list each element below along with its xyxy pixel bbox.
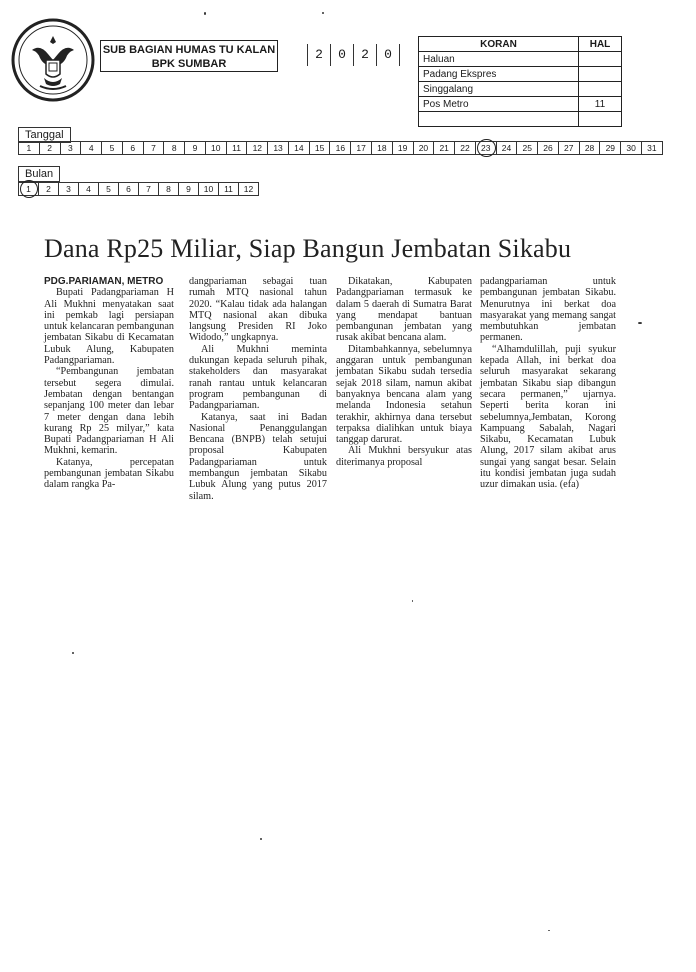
tanggal-number-row (18, 141, 663, 155)
newspaper-name: Singgalang (419, 82, 579, 97)
tanggal-number: 7 (144, 142, 165, 154)
table-row (419, 97, 622, 112)
bulan-number: 4 (79, 183, 99, 195)
tanggal-number: 4 (81, 142, 102, 154)
article-column-2 (189, 276, 327, 502)
scan-speck (548, 930, 550, 931)
scan-speck (204, 12, 206, 15)
tanggal-number: 8 (164, 142, 185, 154)
tanggal-number: 1 (19, 142, 40, 154)
article-paragraph: Katanya, percepatan pembangunan jembatan Sikabu dalam rangka Pa- (44, 456, 174, 491)
tanggal-number: 22 (455, 142, 476, 154)
year-digit: 0 (330, 44, 353, 66)
tanggal-number: 24 (497, 142, 518, 154)
page-number (579, 52, 622, 67)
tanggal-number: 3 (61, 142, 82, 154)
tanggal-number: 30 (621, 142, 642, 154)
bulan-number: 12 (239, 183, 259, 195)
tanggal-number: 12 (247, 142, 268, 154)
bulan-number: 8 (159, 183, 179, 195)
unit-header-box (100, 40, 278, 72)
tanggal-number: 15 (310, 142, 331, 154)
year-digit: 0 (376, 44, 400, 66)
selected-circle-mark (20, 180, 38, 198)
newspaper-table (418, 36, 622, 127)
table-row (419, 112, 622, 127)
bulan-number-row (18, 182, 259, 196)
table-row (419, 67, 622, 82)
article-paragraph: padangpariaman untuk pembangunan jembatan Sikabu. Menurutnya ini berkat doa masyarakat yang memang sangat membutuhkan jembatan permanen. (480, 276, 616, 344)
tanggal-number: 9 (185, 142, 206, 154)
tanggal-number: 25 (517, 142, 538, 154)
newspaper-name: Haluan (419, 52, 579, 67)
year-digit: 2 (353, 44, 376, 66)
tanggal-number: 18 (372, 142, 393, 154)
tanggal-number: 10 (206, 142, 227, 154)
tanggal-number: 21 (434, 142, 455, 154)
article-headline: Dana Rp25 Miliar, Siap Bangun Jembatan Sikabu (44, 234, 572, 263)
bulan-number: 5 (99, 183, 119, 195)
article-paragraph: Ali Mukhni meminta dukungan kepada seluruh pihak, stakeholders dan masyarakat ranah rantau untuk kelancaran program pembangunan di Padangpariaman. (189, 343, 327, 412)
bulan-number: 3 (59, 183, 79, 195)
article-paragraph: Ali Mukhni bersyukur atas diterimanya proposal (336, 445, 472, 468)
year-digits (307, 44, 400, 66)
article-paragraph: dangpariaman sebagai tuan rumah MTQ nasional tahun 2020. “Kalau tidak ada halangan MTQ nasional akan dibuka langsung Presiden RI Joko Widodo,” ungkapnya. (189, 276, 327, 344)
bulan-number: 9 (179, 183, 199, 195)
article-paragraph: Katanya, saat ini Badan Nasional Penanggulangan Bencana (BNPB) telah setujui proposal Kabupaten Padangpariaman untuk membangun jembatan Sikabu Lubuk Alung yang putus 2017 silam. (189, 411, 327, 502)
unit-line-1: SUB BAGIAN HUMAS TU KALAN (102, 44, 276, 56)
tanggal-number: 6 (123, 142, 144, 154)
tanggal-number: 19 (393, 142, 414, 154)
article-column-3 (336, 276, 472, 468)
garuda-emblem-icon (10, 16, 96, 106)
article-dateline: PDG.PARIAMAN, METRO (44, 276, 164, 287)
scan-speck (260, 838, 262, 840)
tanggal-label: Tanggal (18, 127, 71, 143)
tanggal-number: 23 (476, 142, 497, 154)
article-paragraph: “Alhamdulillah, puji syukur kepada Allah, ini berkat doa seluruh masyarakat sekarang jembatan Sikabu siap dibangun secara permanen,” ujarnya. Seperti berita koran ini sebelumnya,Jembatan, Korong Kampuang Sabalah, Nagari Sikabu, Kecamatan Lubuk Alung, 2017 silam akibat arus sungai yang sangat besar. Selain itu kondisi jembatan juga sudah uzur dimakan usia. (efa) (480, 343, 616, 491)
page-number: 11 (579, 97, 622, 112)
bulan-number: 1 (19, 183, 39, 195)
tanggal-number: 16 (330, 142, 351, 154)
unit-line-2: BPK SUMBAR (151, 58, 227, 70)
table-row (419, 52, 622, 67)
bulan-number: 10 (199, 183, 219, 195)
tanggal-number: 13 (268, 142, 289, 154)
article-paragraph: Bupati Padangpariaman H Ali Mukhni menyatakan saat ini pemkab lagi persiapan untuk kelancaran pembangunan jembatan Sikabu di Kecamatan Lubuk Alung, Kabupaten Padangpariaman. (44, 287, 174, 367)
article-paragraph: Dikatakan, Kabupaten Padangpariaman termasuk ke dalam 5 daerah di Sumatra Barat yang mendapat bantuan pembangunan jembatan yang rusak akibat bencana alam. (336, 276, 472, 344)
tanggal-number: 11 (227, 142, 248, 154)
article-column-4 (480, 276, 616, 491)
tanggal-number: 28 (580, 142, 601, 154)
year-digit: 2 (307, 44, 330, 66)
tanggal-number: 27 (559, 142, 580, 154)
koran-header: KORAN (419, 37, 579, 52)
newspaper-name: Padang Ekspres (419, 67, 579, 82)
bulan-number: 6 (119, 183, 139, 195)
selected-circle-mark (477, 139, 496, 157)
article-paragraph: Ditambahkannya, sebelumnya anggaran untuk pembangunan jembatan Sikabu sudah tersedia sejak 2018 silam, namun akibat banyaknya bencana alam yang melanda Indonesia setahun terakhir, akhirnya dana tersebut terpaksa dialihkan untuk biaya tanggap darurat. (336, 343, 472, 446)
tanggal-number: 31 (642, 142, 663, 154)
bulan-label: Bulan (18, 166, 60, 182)
article-paragraph: “Pembangunan jembatan tersebut segera dimulai. Jembatan dengan bentangan sepanjang 100 meter dan lebar 7 meter dengan dana lebih kurang Rp 25 milyar,” kata Bupati Padangpariaman H Ali Mukhni, kemarin. (44, 366, 174, 457)
tanggal-number: 26 (538, 142, 559, 154)
tanggal-number: 14 (289, 142, 310, 154)
tanggal-number: 17 (351, 142, 372, 154)
hal-header: HAL (579, 37, 622, 52)
page-number (579, 67, 622, 82)
bulan-number: 2 (39, 183, 59, 195)
scan-speck (412, 600, 413, 602)
tanggal-number: 2 (40, 142, 61, 154)
page-number (579, 82, 622, 97)
tanggal-number: 29 (600, 142, 621, 154)
newspaper-name: Pos Metro (419, 97, 579, 112)
article-column-1 (44, 276, 174, 491)
scan-speck (322, 12, 324, 14)
bulan-number: 11 (219, 183, 239, 195)
tanggal-number: 20 (414, 142, 435, 154)
table-row (419, 82, 622, 97)
bulan-number: 7 (139, 183, 159, 195)
scan-speck (72, 652, 74, 654)
page-number (579, 112, 622, 127)
newspaper-name (419, 112, 579, 127)
tanggal-number: 5 (102, 142, 123, 154)
scan-speck (638, 322, 642, 324)
